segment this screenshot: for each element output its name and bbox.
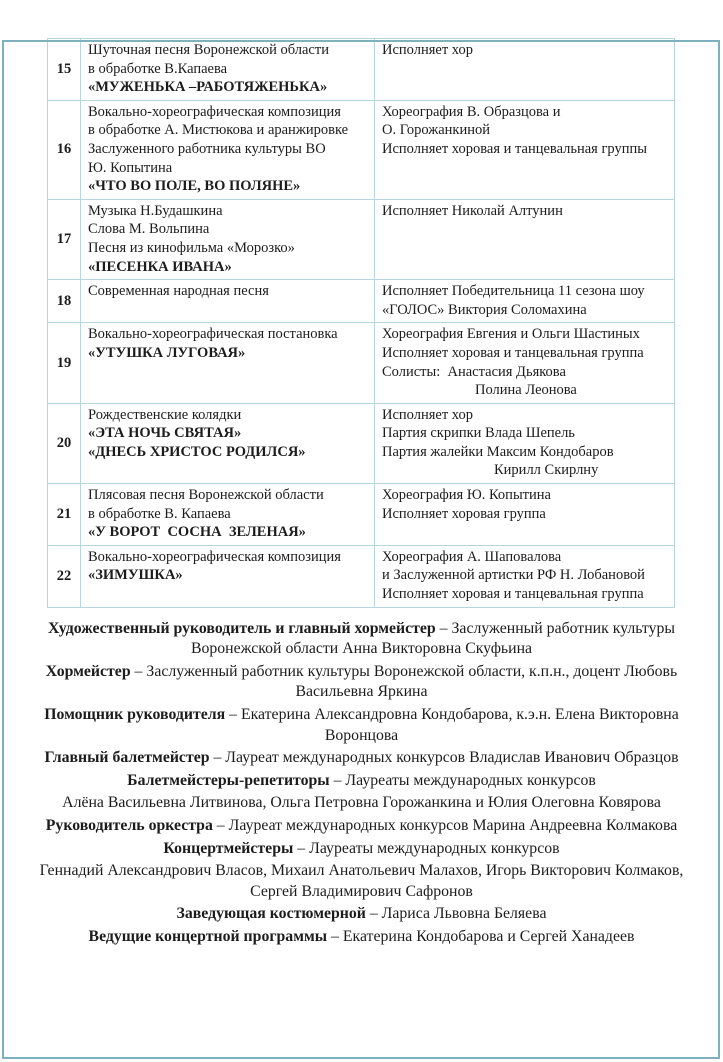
performer-line: Хореография Ю. Копытина	[382, 487, 551, 504]
program-line: Вокально-хореографическая постановка	[88, 326, 338, 343]
performer-line: Исполняет хор	[382, 406, 473, 423]
credit-paragraph	[26, 904, 697, 925]
table-row	[48, 323, 675, 403]
performer-line: Хореография Евгения и Ольги Шастиных	[382, 326, 640, 343]
program-line: «ДНЕСЬ ХРИСТОС РОДИЛСЯ»	[88, 443, 306, 460]
credit-paragraph	[26, 662, 697, 703]
credit-text: Геннадий Александрович Власов, Михаил Анатольевич Малахов, Игорь Викторович Колмаков, Сергей Владимирович Сафронов	[39, 862, 684, 900]
performer-line: Кирилл Скирлну	[494, 462, 599, 479]
table-row	[48, 39, 675, 101]
credit-text: – Заслуженный работник культуры Воронежской области, к.п.н., доцент Любовь Васильевна Яркина	[130, 662, 678, 701]
program-cell	[81, 39, 375, 101]
credit-paragraph	[26, 927, 697, 948]
table-row	[48, 100, 675, 199]
program-line: Музыка Н.Будашкина	[88, 202, 223, 219]
credit-text: – Заслуженный работник культуры Воронежской области Анна Викторовна Скуфьина	[190, 619, 675, 658]
table-row	[48, 545, 675, 607]
performer-line: Исполняет хоровая и танцевальная группы	[382, 140, 647, 157]
table-row	[48, 403, 675, 483]
program-cell	[81, 484, 375, 546]
program-line: «ПЕСЕНКА ИВАНА»	[88, 258, 232, 275]
program-line: Заслуженного работника культуры ВО	[88, 140, 326, 157]
credit-role: Хормейстер	[45, 662, 131, 680]
performer-line: Партия скрипки Влада Шепель	[382, 425, 575, 442]
table-row	[48, 280, 675, 323]
performer-line: Партия жалейки Максим Кондобаров	[382, 443, 614, 460]
program-line: Современная народная песня	[88, 283, 269, 300]
program-cell	[81, 323, 375, 403]
credit-role: Главный балетмейстер	[44, 749, 210, 767]
program-line: Вокально-хореографическая композиция	[88, 548, 341, 565]
credit-role: Заведующая костюмерной	[176, 905, 366, 923]
credit-text: – Екатерина Александровна Кондобарова, к.э.н. Елена Викторовна Воронцова	[225, 706, 679, 744]
credit-paragraph	[26, 619, 697, 660]
program-line: «ЧТО ВО ПОЛЕ, ВО ПОЛЯНЕ»	[88, 178, 301, 195]
performers-cell	[375, 39, 675, 101]
performer-line: Полина Леонова	[475, 382, 577, 399]
table-row	[48, 199, 675, 279]
credit-paragraph	[26, 816, 697, 837]
row-number-cell: 19	[48, 323, 81, 403]
performers-cell	[375, 545, 675, 607]
credit-role: Руководитель оркестра	[45, 816, 213, 834]
program-line: Слова М. Вольпина	[88, 221, 210, 238]
program-line: в обработке А. Мистюкова и аранжировке	[88, 122, 349, 139]
performer-line: Исполняет хоровая и танцевальная группа	[382, 586, 644, 603]
performer-line: Исполняет хоровая и танцевальная группа	[382, 344, 644, 361]
program-line: Песня из кинофильма «Морозко»	[88, 239, 295, 256]
program-line: в обработке В.Капаева	[88, 60, 228, 77]
performer-line: Исполняет Николай Алтунин	[382, 202, 563, 219]
program-line: «ЭТА НОЧЬ СВЯТАЯ»	[88, 425, 242, 442]
credit-text: – Лауреаты международных конкурсов	[329, 771, 596, 789]
credit-role: Ведущие концертной программы	[88, 927, 328, 945]
program-table-body	[48, 39, 675, 608]
credit-text: – Лауреат международных конкурсов Марина Андреевна Колмакова	[212, 816, 678, 834]
program-line: Плясовая песня Воронежской области	[88, 487, 324, 504]
performer-line: «ГОЛОС» Виктория Соломахина	[382, 301, 587, 318]
credit-paragraph	[26, 839, 697, 860]
program-line: Шуточная песня Воронежской области	[88, 42, 329, 58]
program-line: Вокально-хореографическая композиция	[88, 103, 341, 120]
credit-text: – Екатерина Кондобарова и Сергей Ханадеев	[327, 927, 635, 945]
row-number-cell: 15	[48, 39, 81, 101]
row-number-cell: 17	[48, 199, 81, 279]
credit-role: Концертмейстеры	[163, 839, 294, 857]
performer-line: Хореография В. Образцова и	[382, 103, 561, 120]
performers-cell	[375, 280, 675, 323]
row-number-cell: 18	[48, 280, 81, 323]
program-line: «МУЖЕНЬКА –РАБОТЯЖЕНЬКА»	[88, 79, 328, 96]
performer-line: Исполняет хор	[382, 42, 473, 58]
credit-paragraph	[26, 705, 697, 746]
program-line: в обработке В. Капаева	[88, 505, 231, 522]
performers-cell	[375, 484, 675, 546]
credit-text: – Лариса Львовна Беляева	[365, 905, 547, 923]
program-cell	[81, 199, 375, 279]
program-line: Рождественские колядки	[88, 406, 242, 423]
credits-section	[26, 619, 697, 948]
program-line: Ю. Копытина	[88, 159, 173, 176]
performers-cell	[375, 323, 675, 403]
performers-cell	[375, 403, 675, 483]
program-line: «УТУШКА ЛУГОВАЯ»	[88, 344, 246, 361]
performer-line: Исполняет хоровая группа	[382, 505, 546, 522]
credit-role: Помощник руководителя	[44, 706, 226, 723]
performer-line: Солисты: Анастасия Дьякова	[382, 363, 566, 380]
credit-paragraph	[26, 748, 697, 769]
credit-role: Художественный руководитель и главный хормейстер	[48, 619, 436, 637]
row-number-cell: 20	[48, 403, 81, 483]
performer-line: О. Горожанкиной	[382, 122, 491, 139]
row-number-cell: 21	[48, 484, 81, 546]
credit-text: – Лауреат международных конкурсов Владислав Иванович Образцов	[209, 749, 679, 767]
performers-cell	[375, 100, 675, 199]
performer-line: Исполняет Победительница 11 сезона шоу	[382, 283, 645, 300]
performer-line: и Заслуженной артистки РФ Н. Лобановой	[382, 567, 645, 584]
credit-paragraph	[26, 793, 697, 814]
program-cell	[81, 280, 375, 323]
program-line: «ЗИМУШКА»	[88, 567, 183, 584]
table-row	[48, 484, 675, 546]
credit-paragraph	[26, 861, 697, 902]
credit-text: Алёна Васильевна Литвинова, Ольга Петровна Горожанкина и Юлия Олеговна Ковярова	[62, 794, 661, 812]
program-cell	[81, 545, 375, 607]
credit-role: Балетмейстеры-репетиторы	[127, 771, 330, 789]
program-cell	[81, 100, 375, 199]
program-table	[47, 38, 675, 608]
row-number-cell: 16	[48, 100, 81, 199]
performers-cell	[375, 199, 675, 279]
credit-paragraph	[26, 771, 697, 792]
program-cell	[81, 403, 375, 483]
performer-line: Хореография А. Шаповалова	[382, 548, 562, 565]
credit-text: – Лауреаты международных конкурсов	[293, 839, 560, 857]
program-line: «У ВОРОТ СОСНА ЗЕЛЕНАЯ»	[88, 524, 306, 541]
row-number-cell: 22	[48, 545, 81, 607]
